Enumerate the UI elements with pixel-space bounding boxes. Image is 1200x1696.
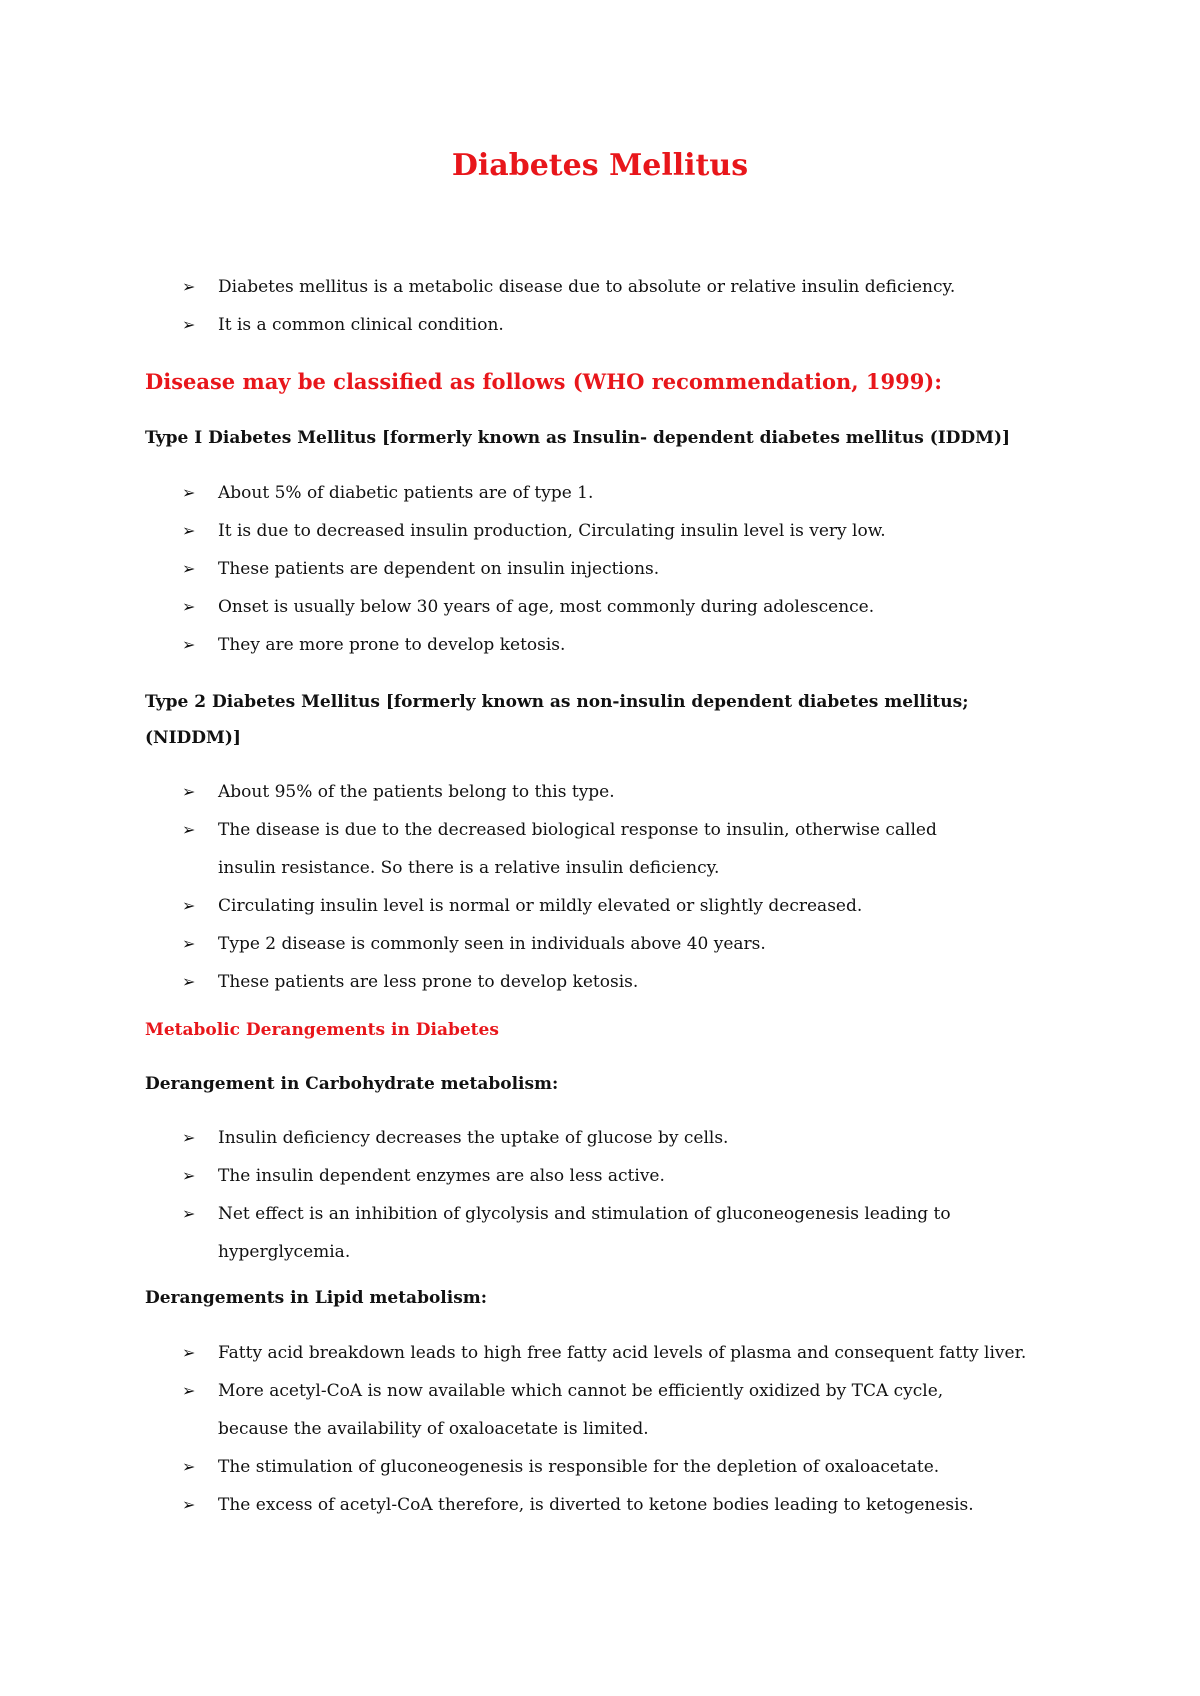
list-item-text: Onset is usually below 30 years of age, most commonly during adolescence. bbox=[218, 597, 875, 617]
arrow-bullet-icon: ➢ bbox=[182, 559, 196, 578]
arrow-bullet-icon: ➢ bbox=[182, 635, 196, 654]
list-item bbox=[145, 626, 1065, 664]
list-item-text: It is due to decreased insulin production, Circulating insulin level is very low. bbox=[218, 521, 886, 541]
arrow-bullet-icon: ➢ bbox=[182, 972, 196, 991]
list-item bbox=[145, 1334, 1065, 1372]
list-item bbox=[145, 887, 1065, 925]
list-item-text: Fatty acid breakdown leads to high free fatty acid levels of plasma and consequent fatty liver. bbox=[218, 1343, 1027, 1363]
carbohydrate-section bbox=[145, 1119, 1065, 1271]
arrow-bullet-icon: ➢ bbox=[182, 820, 196, 839]
arrow-bullet-icon: ➢ bbox=[182, 896, 196, 915]
list-item bbox=[145, 773, 1065, 811]
list-item bbox=[145, 1157, 1065, 1195]
metabolic-derangements-heading: Metabolic Derangements in Diabetes bbox=[145, 1020, 499, 1040]
carbohydrate-heading: Derangement in Carbohydrate metabolism: bbox=[145, 1074, 559, 1094]
list-item-text: The stimulation of gluconeogenesis is responsible for the depletion of oxaloacetate. bbox=[218, 1457, 940, 1477]
list-item-text: About 5% of diabetic patients are of type 1. bbox=[218, 483, 594, 503]
arrow-bullet-icon: ➢ bbox=[182, 1128, 196, 1147]
list-item-text: Type 2 disease is commonly seen in individuals above 40 years. bbox=[218, 934, 766, 954]
list-item-text: Net effect is an inhibition of glycolysis and stimulation of gluconeogenesis leading to hyperglycemia. bbox=[218, 1204, 951, 1262]
list-item-text: They are more prone to develop ketosis. bbox=[218, 635, 566, 655]
list-item-text: More acetyl-CoA is now available which cannot be efficiently oxidized by TCA cycle, because the availability of oxaloacetate is limited. bbox=[218, 1381, 944, 1439]
list-item-text: Insulin deficiency decreases the uptake of glucose by cells. bbox=[218, 1128, 729, 1148]
intro-bullet-list bbox=[145, 268, 1065, 344]
page-title: Diabetes Mellitus bbox=[451, 148, 749, 183]
list-item-text: Diabetes mellitus is a metabolic disease due to absolute or relative insulin deficiency. bbox=[218, 277, 956, 297]
list-item-text: These patients are dependent on insulin injections. bbox=[218, 559, 660, 579]
list-item-text: The disease is due to the decreased biological response to insulin, otherwise called insulin resistance. So there is a relative insulin deficiency. bbox=[218, 820, 937, 878]
list-item bbox=[145, 1195, 998, 1271]
arrow-bullet-icon: ➢ bbox=[182, 1457, 196, 1476]
arrow-bullet-icon: ➢ bbox=[182, 521, 196, 540]
type2-heading: Type 2 Diabetes Mellitus [formerly known as non-insulin dependent diabetes mellitus; (NIDDM)] bbox=[145, 692, 969, 748]
list-item bbox=[145, 474, 1065, 512]
list-item bbox=[145, 268, 1065, 306]
list-item bbox=[145, 588, 1065, 626]
arrow-bullet-icon: ➢ bbox=[182, 315, 196, 334]
list-item bbox=[145, 963, 1065, 1001]
list-item-text: It is a common clinical condition. bbox=[218, 315, 504, 335]
carbohydrate-bullet-list bbox=[145, 1119, 1065, 1271]
classification-heading: Disease may be classified as follows (WHO recommendation, 1999): bbox=[145, 369, 942, 394]
list-item-text: These patients are less prone to develop ketosis. bbox=[218, 972, 639, 992]
lipid-heading: Derangements in Lipid metabolism: bbox=[145, 1288, 488, 1308]
list-item bbox=[145, 1372, 998, 1448]
list-item-text: Circulating insulin level is normal or mildly elevated or slightly decreased. bbox=[218, 896, 863, 916]
type1-section bbox=[145, 474, 1065, 664]
list-item bbox=[145, 1119, 1065, 1157]
arrow-bullet-icon: ➢ bbox=[182, 1204, 196, 1223]
list-item-text: The excess of acetyl-CoA therefore, is diverted to ketone bodies leading to ketogenesis. bbox=[218, 1495, 974, 1515]
type1-heading: Type I Diabetes Mellitus [formerly known as Insulin- dependent diabetes mellitus (IDDM)] bbox=[145, 428, 1011, 448]
type2-bullet-list bbox=[145, 773, 1065, 1001]
list-item bbox=[145, 1448, 1065, 1486]
list-item bbox=[145, 306, 1065, 344]
arrow-bullet-icon: ➢ bbox=[182, 277, 196, 296]
arrow-bullet-icon: ➢ bbox=[182, 1166, 196, 1185]
list-item bbox=[145, 1486, 1065, 1524]
arrow-bullet-icon: ➢ bbox=[182, 483, 196, 502]
type2-section bbox=[145, 773, 1065, 1001]
arrow-bullet-icon: ➢ bbox=[182, 1381, 196, 1400]
list-item-text: The insulin dependent enzymes are also less active. bbox=[218, 1166, 665, 1186]
arrow-bullet-icon: ➢ bbox=[182, 782, 196, 801]
arrow-bullet-icon: ➢ bbox=[182, 1343, 196, 1362]
list-item bbox=[145, 550, 1065, 588]
list-item-text: About 95% of the patients belong to this type. bbox=[218, 782, 615, 802]
list-item bbox=[145, 512, 1065, 550]
lipid-section bbox=[145, 1334, 1065, 1524]
arrow-bullet-icon: ➢ bbox=[182, 597, 196, 616]
list-item bbox=[145, 925, 1065, 963]
list-item bbox=[145, 811, 998, 887]
lipid-bullet-list bbox=[145, 1334, 1065, 1524]
arrow-bullet-icon: ➢ bbox=[182, 934, 196, 953]
type1-bullet-list bbox=[145, 474, 1065, 664]
arrow-bullet-icon: ➢ bbox=[182, 1495, 196, 1514]
intro-section bbox=[145, 268, 1065, 344]
